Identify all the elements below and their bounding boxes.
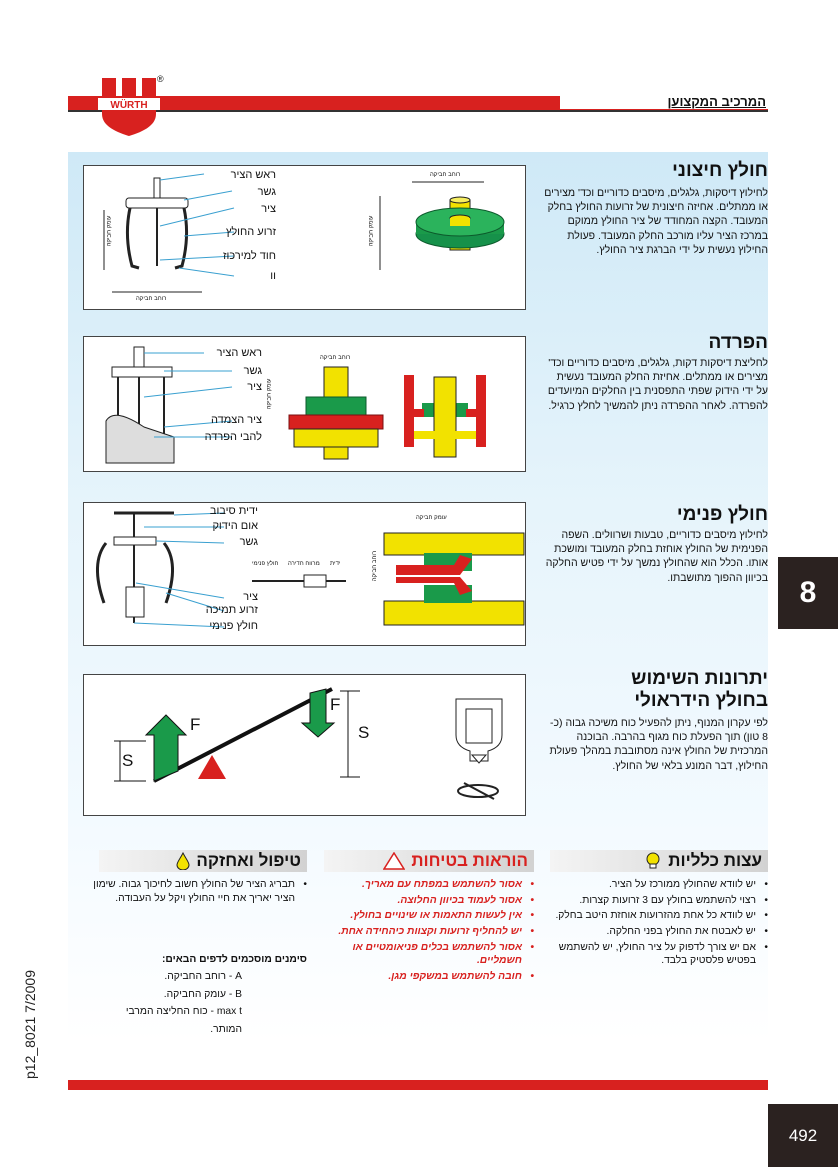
document-code: p12_8021 7/2009 <box>22 970 38 1079</box>
list-item: • יש לוודא שהחולץ ממורכז על הציר. <box>550 878 768 892</box>
symbol-item: B - עומק החביקה. <box>163 988 242 1000</box>
list-item: • אין לעשות התאמות או שינויים בחולץ. <box>322 909 534 923</box>
label-separator-blades: להבי הפרדה <box>204 431 262 443</box>
symbol-item: A - רוחב החביקה. <box>164 971 242 982</box>
label-spindle-head: ראש הציר <box>230 169 276 181</box>
list-item: • תבריג הציר של החולץ חשוב לחיכוך גבוה. שימון הציר יאריך את חיי החולץ ויקל על העבודה. <box>92 878 307 905</box>
warning-triangle-icon <box>383 852 405 870</box>
mini-label-internal: חולץ פנימי <box>252 561 279 567</box>
maintenance-header <box>99 850 307 872</box>
oil-drop-icon <box>176 852 190 870</box>
page-number: 492 <box>768 1104 838 1167</box>
force-label-left: F <box>190 715 201 734</box>
list-item: • חובה להשתמש במשקפי מגן. <box>322 970 534 984</box>
label-spindle: ציר <box>261 203 276 215</box>
list-item: • אסור להשתמש בכלים פניאומטיים או חשמליים. <box>322 941 534 968</box>
external-puller-drawing <box>84 166 527 311</box>
dim-depth-right: עומק חביקה <box>368 215 375 247</box>
mini-label-gap: מרווח חדירה <box>288 561 320 567</box>
dim-width: רוחב חביקה <box>320 355 351 361</box>
figure-separator <box>83 336 526 472</box>
list-item: • אם יש צורך לדפוק על ציר החולץ, יש להשתמש בפטיש פלסטיק בלבד. <box>550 941 768 968</box>
symbols-title: סימנים מוסכמים לדפים הבאים: <box>162 954 307 965</box>
maintenance-list <box>92 878 307 907</box>
block-hydraulic-title-1: יתרונות השימוש <box>631 668 768 689</box>
stroke-label-right: S <box>358 723 370 742</box>
list-item: • אסור לעמוד בכיוון החלוצה. <box>322 894 534 908</box>
general-tips-header <box>550 850 768 872</box>
dim-depth: עומק חביקה <box>266 378 273 410</box>
label-spindle-head: ראש הציר <box>216 347 262 359</box>
wurth-logo <box>98 74 160 136</box>
internal-puller-drawing <box>84 503 527 647</box>
label-bridge: גשר <box>243 365 262 377</box>
force-label-right: F <box>330 695 341 714</box>
stroke-label-left: S <box>122 751 134 770</box>
block-external-text: לחילוץ דיסקות, גלגלים, מיסבים כדוריים וכד' מצירים או ממתלים. אחיזה חיצונית של זרועות החולץ בחלק המעובד. הקצה המחודד של ציר החולץ ממוקם במרכז הציר עליו מורכב החלק המעובד. פעולת החילוץ נעשית על ידי הברגת ציר החולץ. <box>544 187 768 256</box>
label-spindle: ציר <box>247 381 262 393</box>
symbol-item: max t - כוח החליצה המרבי המותר. <box>125 1006 242 1035</box>
label-support-arm: זרוע תמיכה <box>205 604 258 616</box>
label-bridge: גשר <box>257 186 276 198</box>
block-separation-text: לחליצת דיסקות דקות, גלגלים, מיסבים כדוריים וכד' מצירים או ממתלים. אחיזת החלק המעובד נעשית על ידי הידוק שפתי התפסנית בין החלקים המיועדים להפרדה. לאחר ההפרדה ניתן להמשיך לחלץ כרגיל. <box>547 357 768 412</box>
label-turn-handle: ידית סיבוב <box>209 505 258 517</box>
label-puller-arm: זרוע החולץ <box>225 226 276 238</box>
block-hydraulic-text: לפי עקרון המנוף, ניתן להפעיל כוח משיכה גבוה (כ- 8 טון) תוך הפעלת כוח מגוף בהרבה. הבוכנה המרכזית של החולץ אינה מסתובבת במהלך פעולת החילוץ, דבר המונע בלאי של החולץ. <box>549 717 768 772</box>
label-clamp-bolt: ציר הצמדה <box>210 414 262 426</box>
header-line <box>68 110 768 112</box>
svg-text:WÜRTH: WÜRTH <box>110 100 148 111</box>
section-title: המרכיב המקצוען <box>560 94 768 109</box>
registered-mark: ® <box>157 74 164 84</box>
safety-header <box>324 850 534 872</box>
safety-list <box>322 878 534 986</box>
general-tips-list <box>550 878 768 970</box>
list-item: • אסור להשתמש במפתח עם מאריך. <box>322 878 534 892</box>
dim-depth-left: עומק חביקה <box>106 215 113 247</box>
list-item: • רצוי להשתמש בחולץ עם 3 זרועות קצרות. <box>550 894 768 908</box>
lightbulb-icon <box>644 852 662 870</box>
list-item: • יש להחליף זרועות וקצוות כיהחידה אחת. <box>322 925 534 939</box>
dim-width-right: רוחב חביקה <box>430 172 461 178</box>
block-internal-text: לחילוץ מיסבים כדוריים, טבעות ושרוולים. השפה הפנימית של החולץ אוחזת בחלק המעובד ומושכת אותו. הכלל הוא שהחולץ נמשך על ידי פטיש החלקה בכיוון ההפוך מתושבתו. <box>545 529 768 584</box>
label-bridge: גשר <box>239 536 258 548</box>
label-internal-puller: חולץ פנימי <box>209 620 258 632</box>
dim-width: רוחב חביקה <box>372 550 379 582</box>
label-hook: וו <box>270 270 276 282</box>
maintenance-title: טיפול ואחזקה <box>196 851 301 870</box>
symbols-list <box>92 968 242 1038</box>
block-external-title: חולץ חיצוני <box>672 160 768 181</box>
figure-internal-puller <box>83 502 526 646</box>
figure-external-puller <box>83 165 526 310</box>
block-hydraulic-title-2: בחולץ הידראולי <box>634 690 768 711</box>
dim-width-left: רוחב חביקה <box>136 296 167 302</box>
document-code-container <box>22 945 42 1095</box>
dim-depth: עומק חביקה <box>416 515 447 521</box>
list-item: • יש לוודא כל אחת מהזרועות אוחזת היטב בחלק. <box>550 909 768 923</box>
separator-drawing <box>84 337 527 473</box>
lever-drawing <box>84 675 527 817</box>
chapter-tab: 8 <box>778 557 838 629</box>
block-separation-title: הפרדה <box>708 332 768 353</box>
general-tips-title: עצות כלליות <box>668 851 762 870</box>
label-clamp-nut: אום הידוק <box>212 520 258 532</box>
footer-red-bar <box>68 1080 768 1090</box>
label-spindle: ציר <box>243 591 258 603</box>
list-item: • יש לאבטח את החולץ בפני החלקה. <box>550 925 768 939</box>
figure-lever-principle <box>83 674 526 816</box>
block-internal-title: חולץ פנימי <box>676 504 768 525</box>
safety-title: הוראות בטיחות <box>411 851 528 870</box>
label-centering-point: חוד למירכוז <box>222 250 276 262</box>
mini-label-handle: ידית <box>330 561 341 567</box>
